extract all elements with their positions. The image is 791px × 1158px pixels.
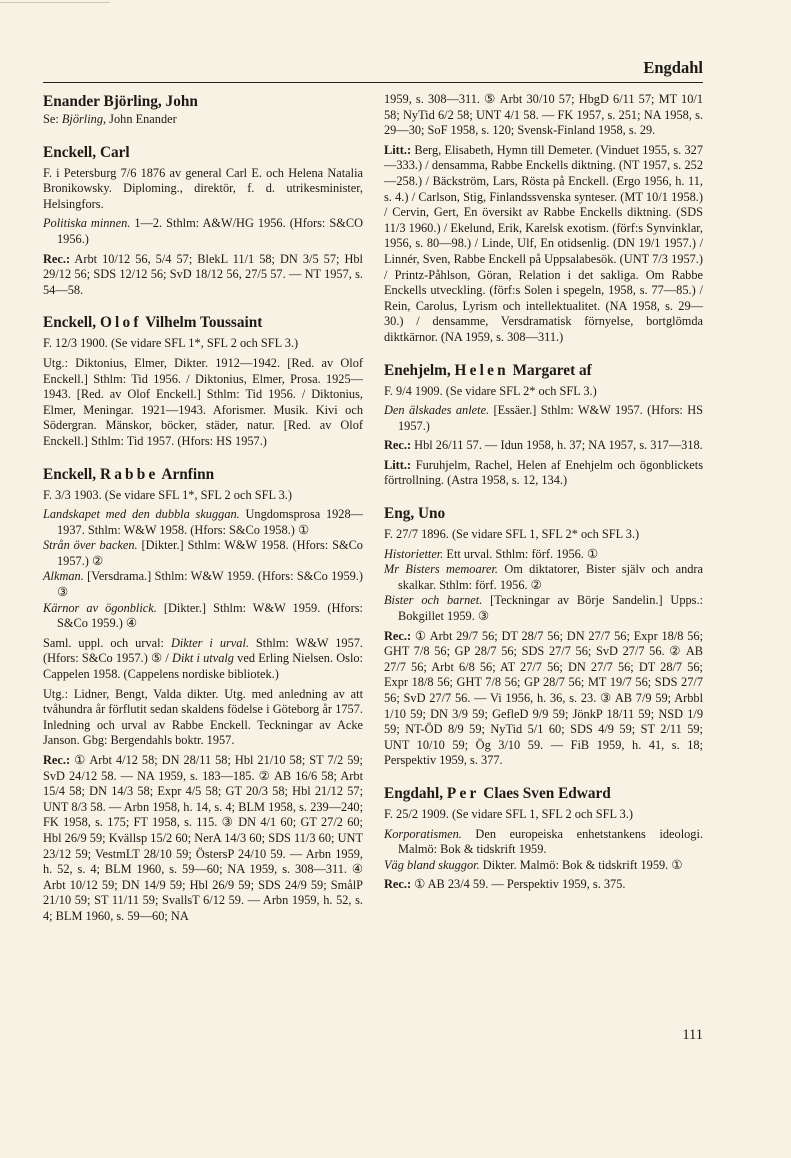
biography: F. 12/3 1900. (Se vidare SFL 1*, SFL 2 och SFL 3.)	[43, 336, 299, 351]
work-item: Alkman. [Versdrama.] Sthlm: W&W 1959. (Hfors: S&Co 1959.) ③	[43, 569, 363, 600]
collected-editions: Saml. uppl. och urval: Dikter i urval. Sthlm: W&W 1957. (Hfors: S&Co 1957.) ⑤ / Dikt i utvalg ved Erling Nielsen. Oslo: Cappelen 1958. (Cappelens nordiske bibliotek.)	[43, 635, 363, 682]
entry-heading: Enckell, Carl	[43, 143, 130, 161]
reviews: Rec.: ① Arbt 4/12 58; DN 28/11 58; Hbl 21/10 58; ST 7/2 59; SvD 24/12 58. — NA 1959, s. 183—185. ② AB 16/6 58; Arbt 15/4 58; DN 14/3 58; Expr 4/5 58; GT 20/3 58; Hbl 21/12 57; UNT 8/3 58. — Arbn 1958, h. 14, s. 4; BLM 1958, s. 239—240; FK 1958, s. 175; FT 1958, s. 115. ③ DN 4/1 60; GT 27/2 60; Hbl 26/9 59; Kvällsp 15/2 60; NerA 14/3 60; SDS 11/3 60; UNT 23/12 59; VestmLT 28/10 59; ÖstersP 24/10 59. — Arbn 1959, h. 52, s. 4; BLM 1960, s. 59—60; NA 1959, s. 308—311. ④ Arbt 10/12 59; DN 14/9 59; Hbl 26/9 59; SDS 24/9 59; SmålP 21/10 59; ST 11/11 59; SvallsT 6/12 59. — Arbn 1959, h. 52, s. 4; BLM 1960, s. 59—60; NA	[43, 753, 363, 923]
work-item: Den älskades anlete. [Essäer.] Sthlm: W&W 1957. (Hfors: HS 1957.)	[384, 403, 703, 433]
work-item: Väg bland skuggor. Dikter. Malmö: Bok & tidskrift 1959. ①	[384, 857, 683, 872]
biography: F. i Petersburg 7/6 1876 av general Carl E. och Helena Natalia Bronikowsky. Diploming., direktör, f. d. utrikesminister, Helsingfors.	[43, 165, 363, 211]
reviews-continued: 1959, s. 308—311. ⑤ Arbt 30/10 57; HbgD 6/11 57; MT 10/1 58; NyTid 6/2 58; UNT 4/1 58. — FK 1957, s. 251; NA 1958, s. 29—30; SoF 1958, s. 120; Svensk-Finland 1958, s. 29.	[384, 92, 703, 138]
running-head: Engdahl	[643, 58, 703, 77]
work-item: Historietter. Ett urval. Sthlm: förf. 1956. ①	[384, 546, 599, 561]
work-item: Bister och barnet. [Teckningar av Börje Sandelin.] Upps.: Bokgillet 1959. ③	[384, 593, 704, 624]
entry-enckell-olof	[43, 313, 363, 449]
entry-heading: Enehjelm, Helen Margaret af	[384, 361, 592, 379]
reviews: Rec.: ① Arbt 29/7 56; DT 28/7 56; DN 27/7 56; Expr 18/8 56; GHT 7/8 56; GP 28/7 56; SDS 27/7 56; SvD 27/7 56. ② AB 27/7 56; Arbt 6/8 56; AT 27/7 56; DN 27/7 56; DT 28/7 56; Expr 18/8 56; GHT 7/8 56; GP 28/7 56; MT 19/7 56; SDS 27/7 56; SvD 27/7 56. — Vi 1956, h. 36, s. 23. ③ AB 7/9 59; Arbbl 1/10 59; DN 3/9 59; GefleD 9/9 59; JönkP 18/11 59; NSD 1/9 59; NT-ÖD 8/9 59; NyTid 5/1 60; SDS 4/9 59; ST 2/11 59; UNT 10/10 59; Ög 3/10 59. — FiB 1959, h. 41, s. 18; Perspektiv 1959, s. 377.	[384, 628, 703, 768]
work-item: Politiska minnen. 1—2. Sthlm: A&W/HG 1956. (Hfors: S&CO 1956.)	[43, 216, 363, 246]
editions: Utg.: Diktonius, Elmer, Dikter. 1912—1942. [Red. av Olof Enckell.] Sthlm: Tid 1956. / Diktonius, Elmer, Prosa. 1925—1943. [Red. av Olof Enckell.] Sthlm: Tid 1956. / Diktonius, Elmer, Meningar. 1921—1943. Aforismer. Musik. Kivi och Södergran. Mänskor, böcker, städer, natur. [Red. av Olof Enckell.] Sthlm: Tid 1957. (Hfors: HS 1957.)	[43, 355, 363, 448]
entry-engdahl-per	[384, 784, 703, 893]
page-number: 111	[682, 1027, 703, 1043]
reviews: Rec.: ① AB 23/4 59. — Perspektiv 1959, s. 375.	[384, 877, 626, 892]
reviews: Rec.: Arbt 10/12 56, 5/4 57; BlekL 11/1 58; DN 3/5 57; Hbl 29/12 56; SDS 12/12 56; SvD 18/12 56, 27/5 57. — NT 1957, s. 54—58.	[43, 251, 363, 297]
top-edge-line	[0, 2, 110, 3]
see-reference: Se: Björling, John Enander	[43, 112, 177, 126]
entry-heading: Enckell, Olof Vilhelm Toussaint	[43, 314, 263, 332]
entry-heading: Eng, Uno	[384, 505, 446, 523]
biography: F. 25/2 1909. (Se vidare SFL 1, SFL 2 och SFL 3.)	[384, 806, 633, 821]
work-item: Korporatismen. Den europeiska enhetstankens ideologi. Malmö: Bok & tidskrift 1959.	[384, 826, 703, 857]
literature: Litt.: Furuhjelm, Rachel, Helen af Enehjelm och ögonblickets förtrollning. (Astra 1958, s. 12, 134.)	[384, 457, 703, 488]
reviews: Rec.: Hbl 26/11 57. — Idun 1958, h. 37; NA 1957, s. 317—318.	[384, 438, 703, 453]
entry-eng-uno	[384, 504, 703, 769]
entry-heading: Engdahl, Per Claes Sven Edward	[384, 784, 611, 802]
header-rule	[43, 82, 703, 83]
work-item: Strån över backen. [Dikter.] Sthlm: W&W 1958. (Hfors: S&Co 1957.) ②	[43, 538, 363, 568]
left-column	[43, 92, 363, 929]
biography: F. 9/4 1909. (Se vidare SFL 2* och SFL 3.)	[384, 383, 597, 398]
right-column	[384, 92, 703, 897]
work-item: Mr Bisters memoarer. Om diktatorer, Bister själv och andra skalkar. Sthlm: förf. 1956. ②	[384, 562, 703, 592]
entry-enander-bjorling	[43, 92, 363, 128]
entry-enckell-carl	[43, 143, 363, 299]
entry-heading: Enckell, Rabbe Arnfinn	[43, 465, 215, 483]
biography: F. 27/7 1896. (Se vidare SFL 1, SFL 2* och SFL 3.)	[384, 527, 640, 542]
entry-enckell-rabbe	[43, 465, 363, 925]
work-item: Kärnor av ögonblick. [Dikter.] Sthlm: W&W 1959. (Hfors: S&Co 1959.) ④	[43, 600, 363, 631]
work-item: Landskapet med den dubbla skuggan. Ungdomsprosa 1928—1937. Sthlm: W&W 1958. (Hfors: S&Co 1958.) ①	[43, 507, 363, 537]
literature: Litt.: Berg, Elisabeth, Hymn till Demeter. (Vinduet 1955, s. 327—333.) / densamma, Rabbe Enckells diktning. (NT 1957, s. 252—258.) / Bäckström, Lars, Rösta på Enckell. (Ergo 1956, h. 11, s. 4.) / Carlson, Stig, Finlandssvenska synteser. (MT 10/1 1958.) / Cervin, Gert, En översikt av Rabbe Enckells diktning. (SDS 11/3 1960.) / Ekelund, Erik, Karelsk exotism. (förf:s Synvinklar, 1956, s. 80—98.) / Linde, Ulf, En otidsenlig. (DN 19/1 1957.) / Linnér, Sven, Rabbe Enckell på Uppsalabesök. (UNT 7/3 1957.) / Printz-Påhlson, Göran, Relation i det sakliga. Om Rabbe Enckells utveckling. (förf:s Solen i spegeln, 1958, s. 77—85.) / Rein, Carolus, Lyrism och intellektualitet. (NA 1958, s. 29—30.) / densamme, Versdramatisk förnyelse, bortglömda diktkärnor. (NA 1959, s. 308—311.)	[384, 142, 703, 344]
entry-enehjelm-helen	[384, 361, 703, 490]
entry-heading: Enander Björling, John	[43, 93, 198, 110]
editions: Utg.: Lidner, Bengt, Valda dikter. Utg. med anledning av att tvåhundra år förflutit sedan skaldens födelse i Göteborg år 1757. Inledning och urval av Rabbe Enckell. Teckningar av Acke Janson. Gbg: Bergendahls boktr. 1957.	[43, 686, 363, 748]
biography: F. 3/3 1903. (Se vidare SFL 1*, SFL 2 och SFL 3.)	[43, 487, 292, 502]
